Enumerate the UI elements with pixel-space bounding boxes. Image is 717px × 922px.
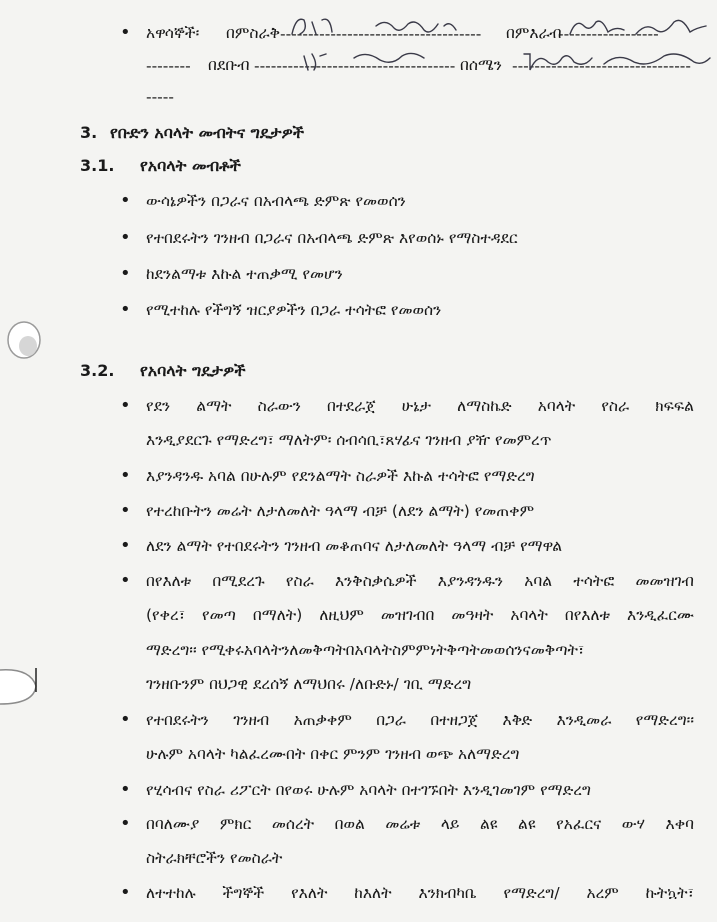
dotted-line: ------------------ xyxy=(558,25,659,43)
west-label: በምእራብ xyxy=(506,24,562,42)
subsection-title: የአባላት መብቶች xyxy=(140,156,241,175)
list-item-line: የደን ልማት ስራውን በተደራጀ ሁኔታ ለማስኬድ አባላት የስራ ክፍፍል xyxy=(146,397,694,415)
bullet: • xyxy=(120,395,131,416)
dotted-line: ------------------------------------ xyxy=(254,57,456,75)
section-number: 3. xyxy=(80,123,98,142)
punch-hole-top xyxy=(0,308,48,372)
bullet: • xyxy=(120,22,131,43)
bullet: • xyxy=(120,500,131,521)
handwritten-east-name xyxy=(286,12,526,42)
section-title: የቡድን አባላት መብትና ግዴታዎች xyxy=(110,123,305,142)
handwritten-west-name xyxy=(566,12,716,42)
bullet: • xyxy=(120,535,131,556)
punch-hole-bottom xyxy=(0,662,44,710)
dotted-line: -------------------------------- xyxy=(512,57,691,75)
dotted-line: ------------------------------------ xyxy=(280,25,482,43)
list-item-line: ለተተከሉ ችግኞች የእለት ከእለት እንክብካቤ የማድረግ/ አረም ኩትኳት፣ xyxy=(146,884,694,902)
list-item-line: ለደን ልማት የተበደሩትን ገንዘብ መቆጠባና ለታለመለት ዓላማ ብቻ የማዋል xyxy=(146,537,563,555)
bullet: • xyxy=(120,882,131,903)
list-item-line: የተበደሩትን ገንዘብ አጠቃቀም በጋራ በተዘጋጀ እቅድ እንዲመራ የማድረግ፡፡ xyxy=(146,711,694,729)
list-item-line: በየእለቱ በሚደረጉ የስራ እንቅስቃሴዎች እያንዳንዱን አባል ተሳትፎ መመዝገብ xyxy=(146,572,694,590)
handwritten-north-name xyxy=(518,44,714,74)
dotted-line: ----- xyxy=(146,88,174,106)
subsection-title: የአባላት ግዴታዎች xyxy=(140,361,246,380)
list-item-line: (የቀረ፣ የመጣ በማለት) ለዚህም መዝገብበ መዓዛት አባላት በየእለቱ እንዲፈርሙ xyxy=(146,606,694,624)
bullet: • xyxy=(120,465,131,486)
list-item: የሚተከሉ የችግኝ ዝርያዎችን በጋራ ተሳትፎ የመወሰን xyxy=(146,301,442,319)
south-label: በደቡብ xyxy=(208,56,250,74)
subsection-number: 3.2. xyxy=(80,361,115,380)
list-item-line: እንዲያደርጉ የማድረግ፣ ማለትም፡ ሰብሳቢ፣ጸሃፊና ገንዘብ ያዥ የመምረጥ xyxy=(146,431,552,449)
list-item-line: የተረከቡትን መሬት ለታለመለት ዓላማ ብቻ (ለደን ልማት) የመጠቀም xyxy=(146,502,535,520)
list-item-line: ሁሉም አባላት ካልፈረሙበት በቀር ምንም ገንዘብ ወጭ አለማድረግ xyxy=(146,745,520,763)
handwritten-south-name xyxy=(296,44,476,74)
subsection-number: 3.1. xyxy=(80,156,115,175)
bullet: • xyxy=(120,227,131,248)
boundaries-label: አዋሳኞች፡ xyxy=(146,24,200,42)
dotted-line: -------- xyxy=(146,57,191,75)
east-label: በምስራቅ xyxy=(226,24,281,42)
bullet: • xyxy=(120,709,131,730)
list-item: ከደንልማቱ እኩል ተጠቃሚ የመሆን xyxy=(146,265,343,283)
list-item: የተበደሩትን ገንዘብ በጋራና በአብላጫ ድምጽ እየወሰኑ የማስተዳደር xyxy=(146,229,518,247)
bullet: • xyxy=(120,813,131,834)
list-item-line: እያንዳንዱ አባል በሁሉም የደንልማት ስራዎች እኩል ተሳትፎ የማድረግ xyxy=(146,467,535,485)
list-item-line: የሂሳብና የስራ ሪፖርት በየወሩ ሁሉም አባላት በተገኙበት እንዲገመገም የማድረግ xyxy=(146,781,591,799)
bullet: • xyxy=(120,779,131,800)
list-item: ውሳኔዎችን በጋራና በአብላጫ ድምጽ የመወሰን xyxy=(146,192,406,210)
bullet: • xyxy=(120,263,131,284)
bullet: • xyxy=(120,570,131,591)
list-item-line: ገንዘቡንም በህጋዊ ደረሰኝ ለማህበሩ /ለቡድኑ/ ገቢ ማድረግ xyxy=(146,675,472,693)
list-item-line: ስትራክቸሮችን የመስራት xyxy=(146,849,283,867)
north-label: በሰሜን xyxy=(460,56,502,74)
list-item-line: ማድረግ፡፡ የሚቀሩአባላትንለመቅጣትበአባላትስምምነትቅጣትመወሰንናመቅጣት፣ xyxy=(146,641,585,659)
bullet: • xyxy=(120,299,131,320)
bullet: • xyxy=(120,190,131,211)
list-item-line: በባለሙያ ምክር መሰረት በወል መሬቱ ላይ ልዩ ልዩ የአፈርና ውሃ እቀባ xyxy=(146,815,694,833)
